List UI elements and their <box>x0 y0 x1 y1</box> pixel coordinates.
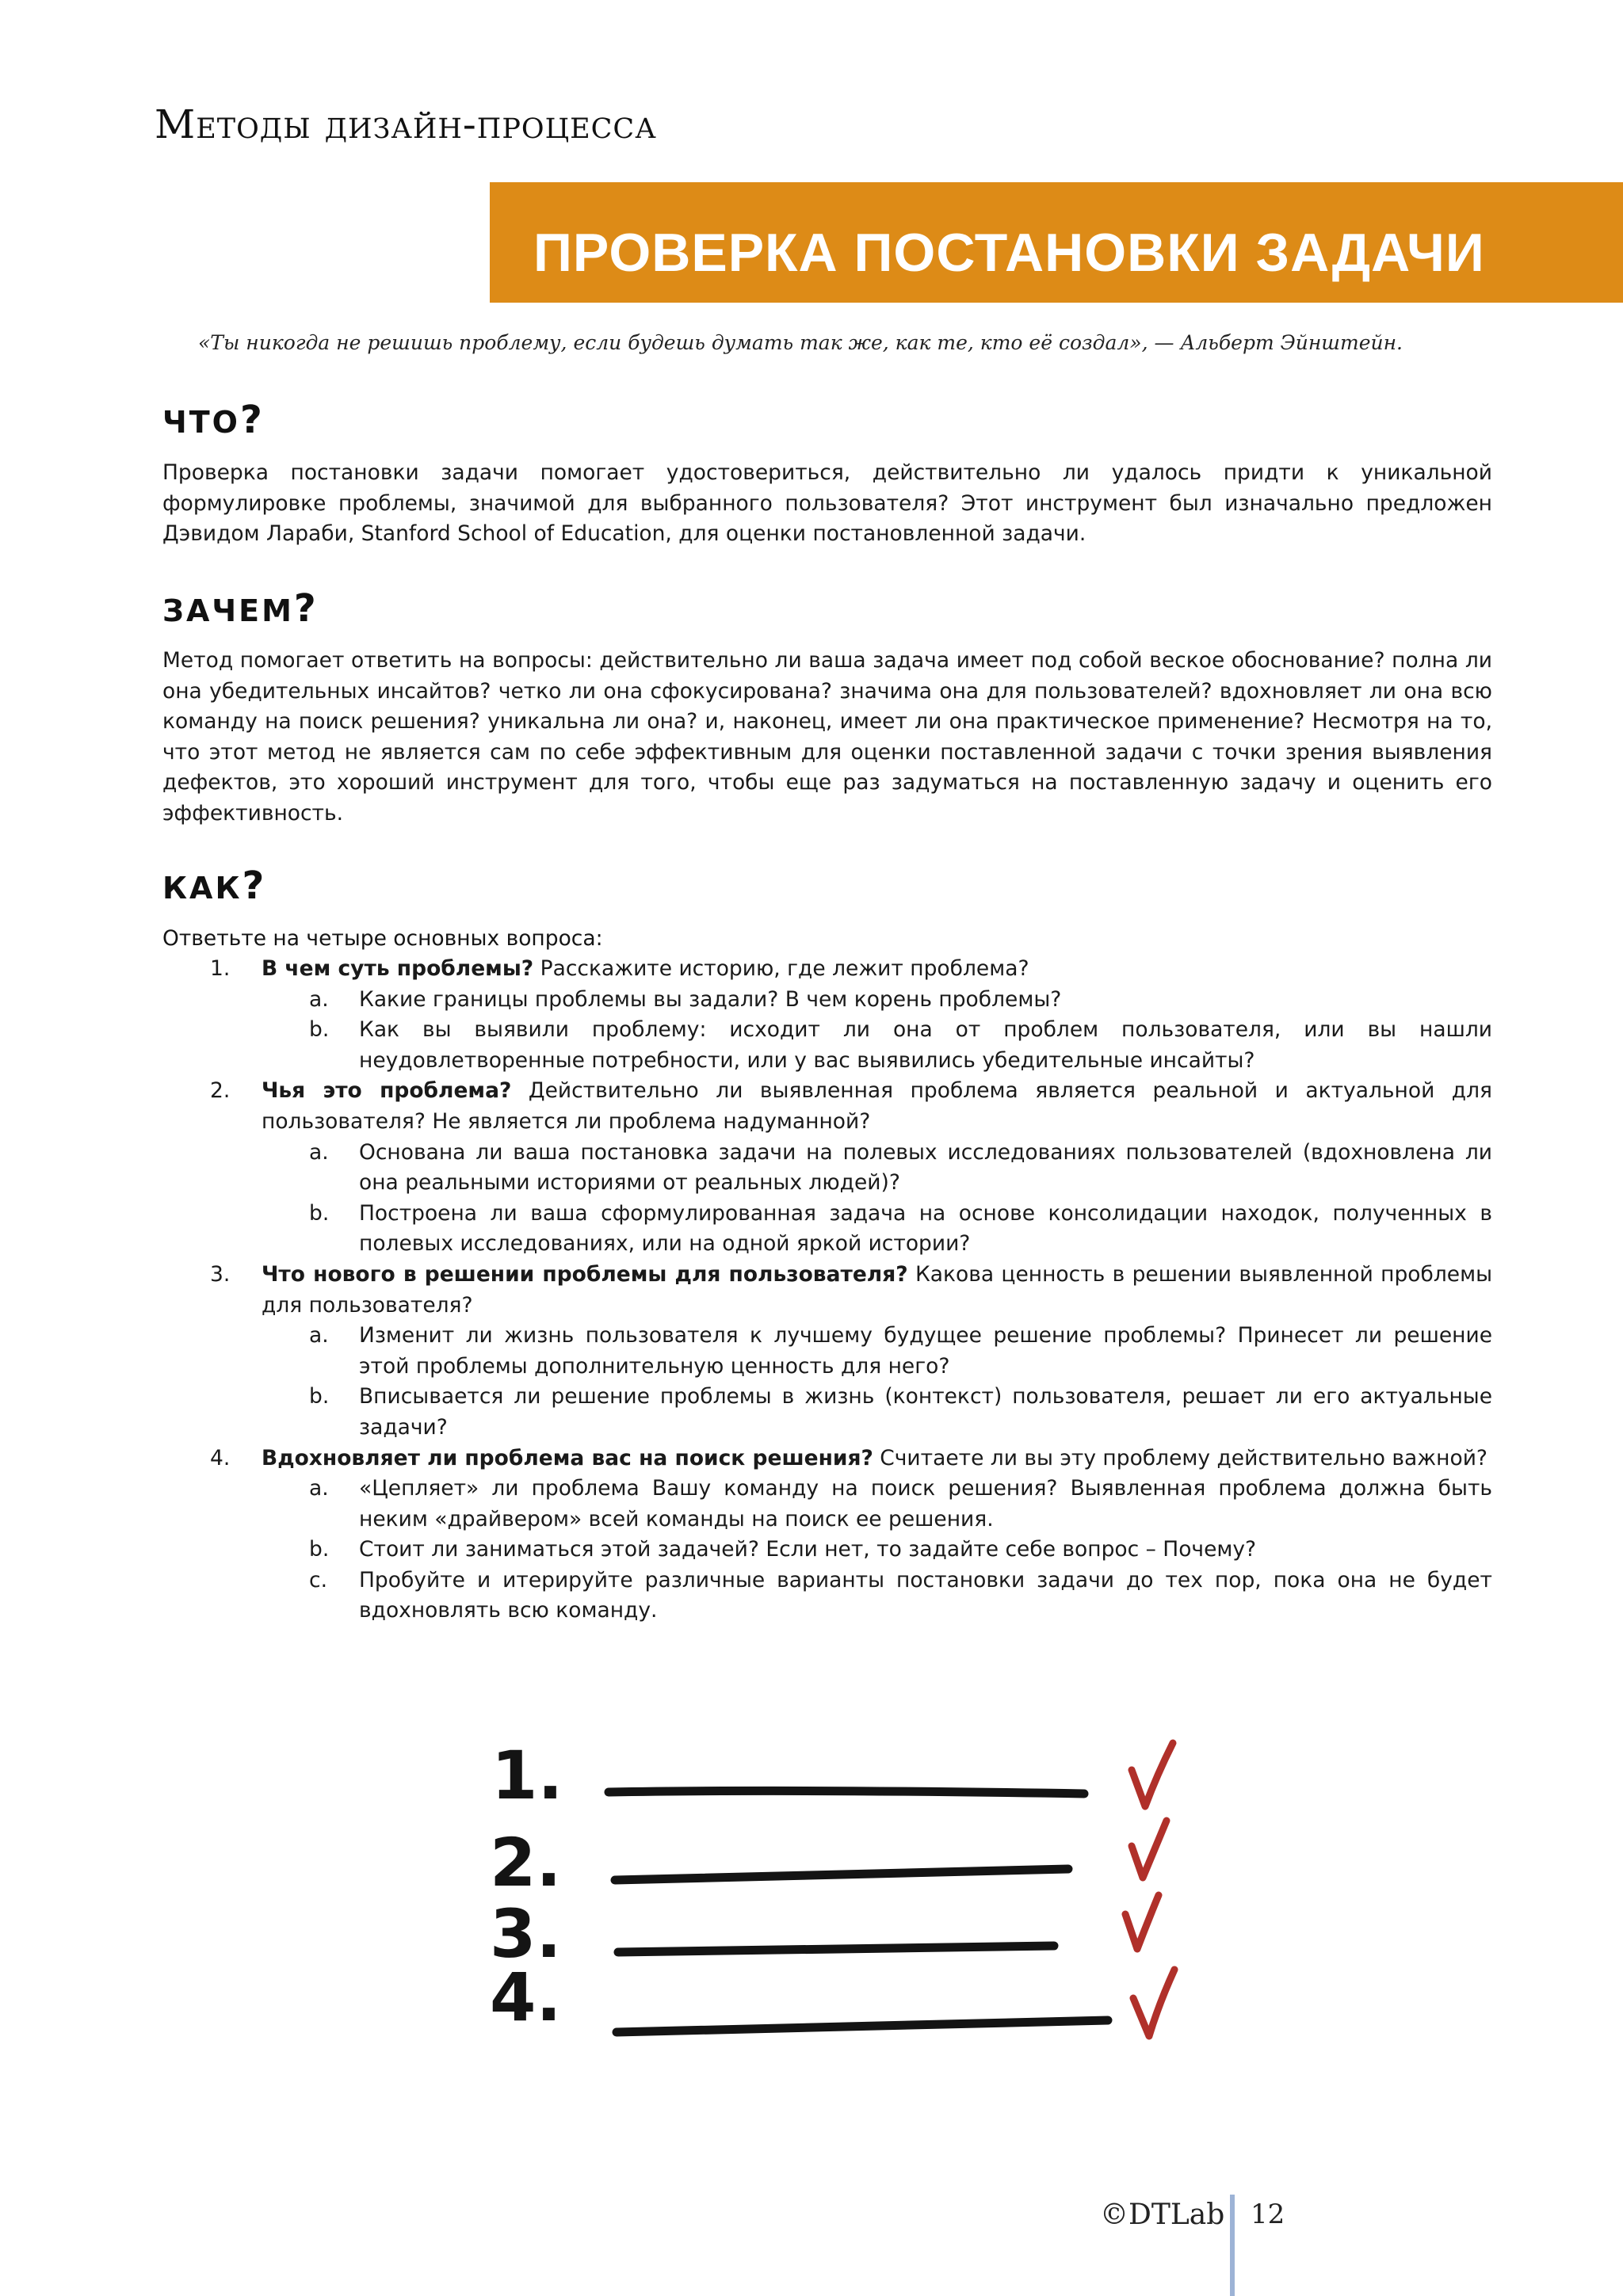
list-subitem <box>162 1566 1492 1627</box>
checklist-number-2: 2. <box>490 1824 562 1901</box>
list-item-text: Расскажите историю, где лежит проблема? <box>533 956 1029 981</box>
subitem-letter: c. <box>309 1567 327 1592</box>
page-title: ПРОВЕРКА ПОСТАНОВКИ ЗАДАЧИ <box>533 223 1485 283</box>
list-item-text: Какова ценность в решении выявленной проблемы для пользователя? <box>262 1261 1492 1318</box>
paragraph-why: Метод помогает ответить на вопросы: действительно ли ваша задача имеет под собой веское обоснование? полна ли она убедительных инсайтов? четко ли она сфокусирована? значима она для пользователей? вдохновляет ли она всю команду на поиск решения? уникальна ли она? и, наконец, имеет ли она практическое применение? Несмотря на то, что этот метод не является сам по себе эффективным для оценки поставленной задачи с точки зрения выявления дефектов, это хороший инструмент для того, чтобы еще раз задуматься на поставленную задачу и оценить его эффективность. <box>162 648 1492 826</box>
list-subitem <box>162 1382 1492 1443</box>
heading-how-text: КАК <box>162 871 242 906</box>
list-item-text: Действительно ли выявленная проблема является реальной и актуальной для пользователя? Не является ли проблема надуманной? <box>262 1078 1492 1134</box>
list-subitem <box>162 1474 1492 1535</box>
list-subitem <box>162 1015 1492 1076</box>
heading-how-qmark: ? <box>242 864 267 908</box>
subitem-text: Изменит ли жизнь пользователя к лучшему будущее решение проблемы? Принесет ли решение этой проблемы дополнительную ценность для него? <box>359 1323 1492 1379</box>
subitem-text: Основана ли ваша постановка задачи на полевых исследованиях пользователей (вдохновлена ли она реальными историями от реальных людей)? <box>359 1139 1492 1196</box>
footer-brand: ©DTLab <box>1100 2199 1225 2231</box>
subitem-text: Какие границы проблемы вы задали? В чем корень проблемы? <box>359 986 1062 1012</box>
checklist-line-3 <box>618 1946 1054 1952</box>
checklist-line-4 <box>617 2020 1108 2032</box>
list-subitem <box>162 1199 1492 1260</box>
subitem-letter: a. <box>309 1476 329 1501</box>
list-item-number: 1. <box>210 956 231 981</box>
list-item-question: В чем суть проблемы? <box>262 956 534 981</box>
list-subitem <box>162 985 1492 1016</box>
subitem-text: «Цепляет» ли проблема Вашу команду на поиск решения? Выявленная проблема должна быть неким «драйвером» всей команды на поиск ее решения. <box>359 1476 1492 1531</box>
checklist-line-1 <box>609 1791 1084 1794</box>
section-title: Методы дизайн-процесса <box>155 101 657 147</box>
heading-how <box>162 864 266 908</box>
heading-what <box>162 398 265 442</box>
subitem-letter: b. <box>309 1200 330 1226</box>
paragraph-what: Проверка постановки задачи помогает удостовериться, действительно ли удалось придти к уникальной формулировке проблемы, значимой для выбранного пользователя? Этот инструмент был изначально предложен Дэвидом Лараби, Stanford School of Education, для оценки постановленной задачи. <box>162 460 1492 547</box>
heading-why <box>162 586 319 631</box>
list-subitem <box>162 1321 1492 1382</box>
list-item-1 <box>162 954 1492 985</box>
checklist-number-1: 1. <box>491 1737 563 1814</box>
list-item-question: Что нового в решении проблемы для пользователя? <box>262 1261 908 1287</box>
question-list <box>162 954 1492 1627</box>
list-item-question: Чья это проблема? <box>262 1078 512 1104</box>
checklist-number-4: 4. <box>490 1958 562 2036</box>
heading-what-qmark: ? <box>239 398 265 442</box>
checklist-line-2 <box>615 1869 1068 1880</box>
list-item-4 <box>162 1444 1492 1474</box>
check-mark-icon <box>1125 1895 1159 1949</box>
heading-why-qmark: ? <box>293 586 319 631</box>
list-subitem <box>162 1535 1492 1566</box>
footer-divider <box>1230 2195 1235 2296</box>
subitem-text: Построена ли ваша сформулированная задача на основе консолидации находок, полученных в полевых исследованиях, или на одной яркой истории? <box>359 1200 1492 1257</box>
heading-why-text: ЗАЧЕМ <box>162 593 294 628</box>
subitem-letter: a. <box>309 986 329 1012</box>
subitem-letter: b. <box>309 1017 330 1043</box>
list-item-question: Вдохновляет ли проблема вас на поиск решения? <box>262 1445 873 1470</box>
subitem-text: Пробуйте и итерируйте различные варианты постановки задачи до тех пор, пока она не будет вдохновлять всю команду. <box>359 1567 1492 1623</box>
check-mark-icon <box>1132 1821 1167 1878</box>
page-number: 12 <box>1251 2199 1285 2230</box>
epigraph-quote: «Ты никогда не решишь проблему, если будешь думать так же, как те, кто её создал», — Альберт Эйнштейн. <box>198 331 1403 354</box>
subitem-text: Стоит ли заниматься этой задачей? Если нет, то задайте себе вопрос – Почему? <box>359 1537 1257 1562</box>
subitem-letter: b. <box>309 1384 330 1409</box>
list-item-number: 3. <box>210 1261 231 1287</box>
subitem-letter: b. <box>309 1537 330 1562</box>
checklist-number-3: 3. <box>490 1895 562 1973</box>
list-item-number: 4. <box>210 1445 231 1470</box>
checklist-illustration <box>475 1719 1205 2068</box>
list-subitem <box>162 1138 1492 1199</box>
list-item-text: Считаете ли вы эту проблему действительно важной? <box>873 1445 1487 1470</box>
check-mark-icon <box>1133 1970 1174 2036</box>
subitem-letter: a. <box>309 1323 329 1348</box>
list-item-3 <box>162 1260 1492 1321</box>
subitem-text: Как вы выявили проблему: исходит ли она от проблем пользователя, или вы нашли неудовлетворенные потребности, или у вас выявились убедительные инсайты? <box>359 1017 1492 1073</box>
title-banner <box>490 182 1623 303</box>
list-intro: Ответьте на четыре основных вопроса: <box>162 926 603 951</box>
subitem-letter: a. <box>309 1139 329 1165</box>
list-item-2 <box>162 1076 1492 1137</box>
heading-what-text: ЧТО <box>162 405 240 440</box>
check-mark-icon <box>1132 1743 1173 1806</box>
list-item-number: 2. <box>210 1078 231 1104</box>
subitem-text: Вписывается ли решение проблемы в жизнь (контекст) пользователя, решает ли его актуальные задачи? <box>359 1384 1492 1440</box>
